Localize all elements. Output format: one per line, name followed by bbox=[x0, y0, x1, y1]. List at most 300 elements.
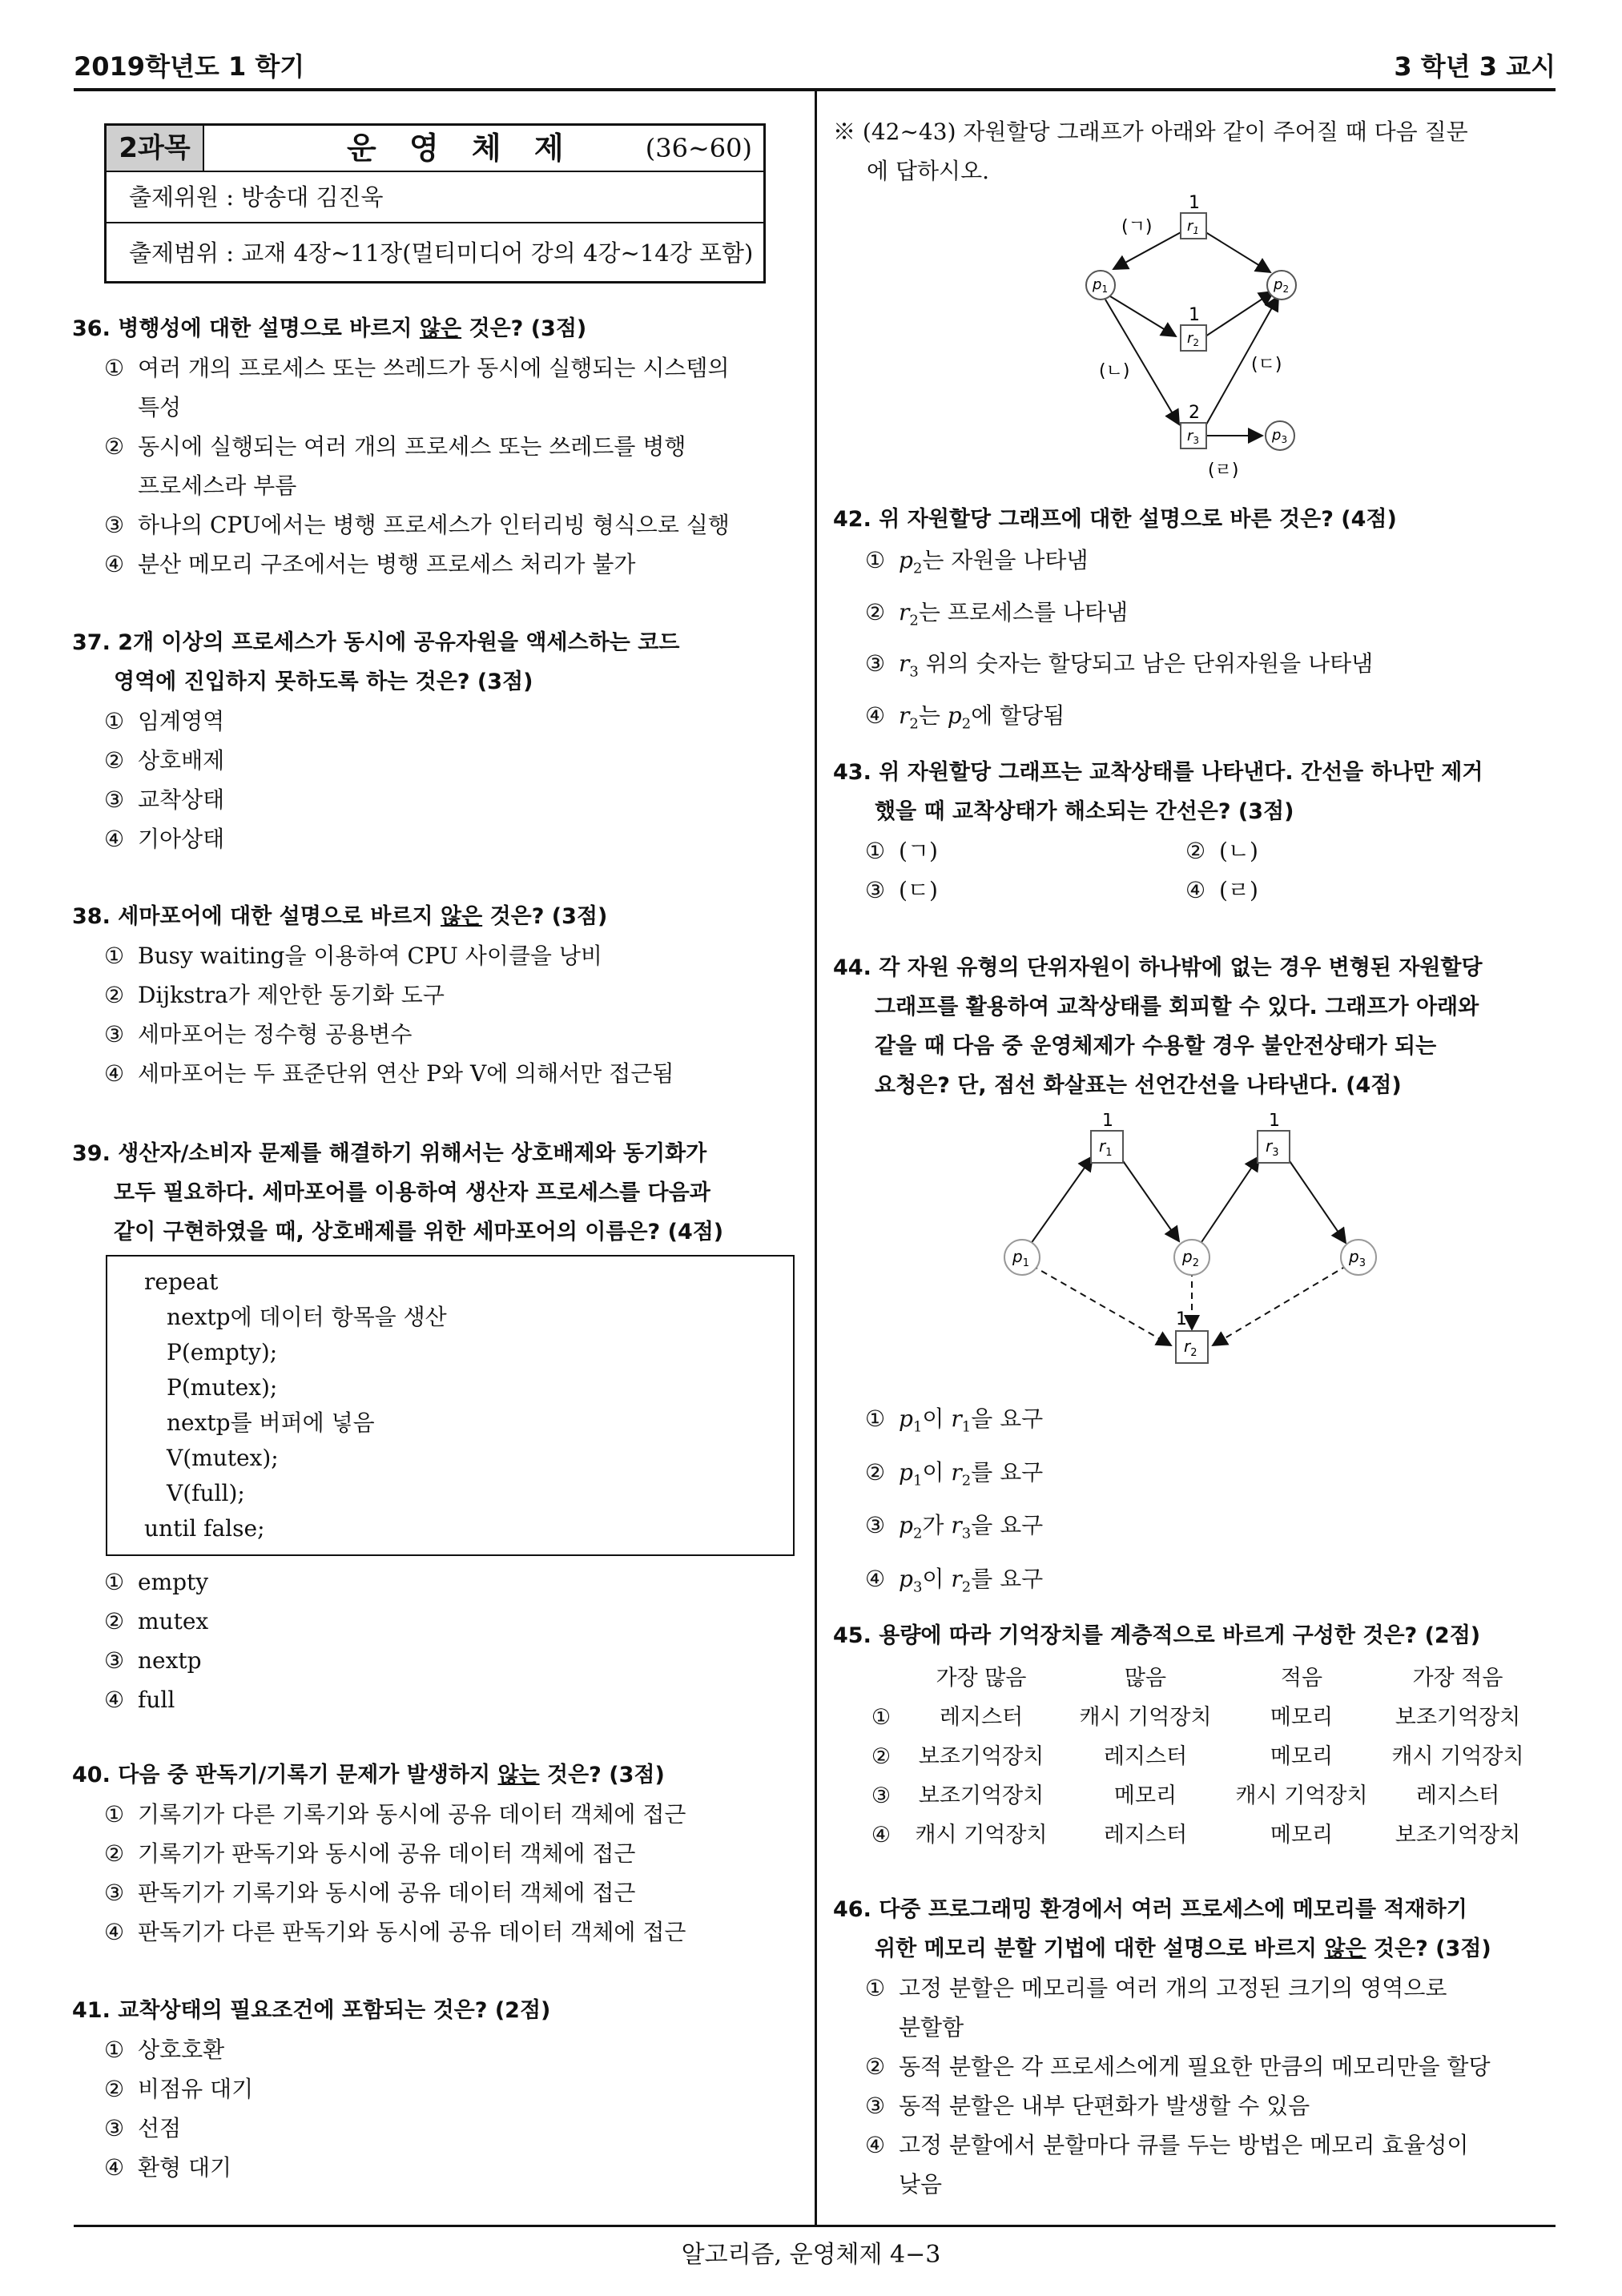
table-row[interactable] bbox=[865, 1776, 1538, 1815]
stem-text-cont: 요청은? 단, 점선 화살표는 선언간선을 나타낸다. (4점) bbox=[875, 1073, 1402, 1098]
option-text-cont: 프로세스라 부름 bbox=[138, 472, 297, 499]
option-text: 세마포어는 정수형 공용변수 bbox=[138, 1021, 413, 1047]
node-letter: r bbox=[1099, 1136, 1106, 1156]
node-subscript: 3 bbox=[1281, 434, 1288, 445]
option-3[interactable] bbox=[865, 871, 1185, 910]
option-text: 가 bbox=[922, 1512, 952, 1539]
edge-p1-r1 bbox=[1027, 1156, 1093, 1249]
var-subscript: 2 bbox=[909, 715, 919, 733]
question-number: 44. bbox=[833, 955, 871, 980]
question-stem bbox=[72, 623, 809, 702]
var-subscript: 1 bbox=[961, 1418, 972, 1436]
var-letter: r bbox=[899, 702, 910, 729]
table-cell: 메모리 bbox=[1270, 1744, 1334, 1769]
option-number: ① bbox=[104, 355, 125, 381]
table-cell: 캐시 기억장치 bbox=[1235, 1783, 1368, 1808]
node-subscript: 1 bbox=[1022, 1257, 1029, 1269]
stem-text: 다중 프로그래밍 환경에서 여러 프로세스에 메모리를 적재하기 bbox=[879, 1897, 1467, 1922]
page-footer: 알고리즘, 운영체제 4−3 bbox=[681, 2241, 941, 2269]
count-r3: 1 bbox=[1269, 1113, 1280, 1131]
count-r1: 1 bbox=[1102, 1113, 1113, 1131]
option-4[interactable] bbox=[72, 1912, 809, 1952]
option-text-cont: 특성 bbox=[138, 394, 182, 420]
option-text: 분산 메모리 구조에서는 병행 프로세스 처리가 불가 bbox=[138, 551, 636, 577]
question-39 bbox=[72, 1134, 809, 1719]
var-letter: r bbox=[951, 1512, 962, 1539]
question-number: 43. bbox=[833, 760, 871, 785]
option-number: ② bbox=[104, 1840, 125, 1867]
header-cell: 가장 적음 bbox=[1412, 1666, 1503, 1691]
option-number: ② bbox=[865, 2053, 886, 2080]
claim-p1-r2 bbox=[1032, 1265, 1171, 1345]
option-number: ① bbox=[104, 2037, 125, 2063]
question-42 bbox=[833, 500, 1554, 746]
option-text: 비점유 대기 bbox=[138, 2076, 254, 2102]
node-letter: r bbox=[1187, 218, 1193, 235]
option-number: ④ bbox=[104, 1060, 125, 1087]
subject-code: 2과목 bbox=[107, 126, 204, 171]
question-38 bbox=[72, 897, 809, 1093]
stem-emphasis: 않은 bbox=[441, 904, 483, 929]
option-2[interactable] bbox=[72, 1834, 809, 1873]
edge-r1-p2 bbox=[1120, 1156, 1179, 1241]
node-letter: p bbox=[1182, 1247, 1193, 1266]
table-cell: 보조기억장치 bbox=[918, 1783, 1044, 1808]
resource-allocation-graph-2 bbox=[993, 1113, 1394, 1385]
option-text: 임계영역 bbox=[138, 708, 225, 734]
option-number: ② bbox=[865, 598, 886, 625]
subject-title-row bbox=[107, 126, 763, 172]
option-1[interactable] bbox=[833, 1968, 1554, 2047]
option-number: ④ bbox=[1185, 877, 1206, 903]
note-mark: ※ bbox=[833, 119, 856, 145]
option-text: (ㄹ) bbox=[1219, 877, 1258, 903]
stem-text-cont: 했을 때 교착상태가 해소되는 간선은? (3점) bbox=[875, 799, 1294, 824]
node-letter: r bbox=[1266, 1136, 1273, 1156]
option-text: 기록기가 판독기와 동시에 공유 데이터 객체에 접근 bbox=[138, 1840, 636, 1867]
stem-text-cont: 그래프를 활용하여 교착상태를 회피할 수 있다. 그래프가 아래와 bbox=[875, 995, 1479, 1019]
var-letter: r bbox=[951, 1405, 962, 1432]
stem-text-cont: 영역에 진입하지 못하도록 하는 것은? (3점) bbox=[114, 669, 533, 694]
option-text: 을 요구 bbox=[971, 1405, 1044, 1432]
option-1[interactable] bbox=[72, 702, 809, 741]
table-cell: 보조기억장치 bbox=[1395, 1823, 1521, 1848]
option-number: ③ bbox=[865, 1512, 886, 1539]
option-1[interactable] bbox=[833, 1397, 1554, 1450]
option-1[interactable] bbox=[72, 1795, 809, 1834]
edge-p2-r3 bbox=[1200, 1156, 1259, 1245]
question-stem bbox=[833, 948, 1554, 1105]
table-cell: 메모리 bbox=[1270, 1823, 1334, 1848]
option-number: ① bbox=[104, 1801, 125, 1828]
option-text: nextp bbox=[138, 1647, 202, 1674]
option-2[interactable] bbox=[833, 1450, 1554, 1504]
table-cell: 레지스터 bbox=[1415, 1783, 1500, 1808]
option-2[interactable] bbox=[72, 975, 809, 1015]
edge-label-c: (ㄷ) bbox=[1251, 355, 1282, 375]
option-3[interactable] bbox=[72, 505, 809, 545]
question-number: 37. bbox=[72, 630, 111, 655]
count-r3: 2 bbox=[1189, 403, 1200, 423]
option-1[interactable] bbox=[72, 936, 809, 975]
option-text: 는 bbox=[918, 702, 948, 729]
option-text: (ㄱ) bbox=[899, 838, 938, 864]
column-divider bbox=[815, 90, 817, 2225]
stem-text-cont: 같이 구현하였을 때, 상호배제를 위한 세마포어의 이름은? (4점) bbox=[114, 1220, 724, 1245]
option-text: 하나의 CPU에서는 병행 프로세스가 인터리빙 형식으로 실행 bbox=[138, 512, 730, 538]
table-cell: 캐시 기억장치 bbox=[1391, 1744, 1524, 1769]
node-subscript: 1 bbox=[1101, 283, 1109, 295]
option-3[interactable] bbox=[833, 642, 1554, 694]
option-number: ① bbox=[104, 708, 125, 734]
stem-text-cont: 위한 메모리 분할 기법에 대한 설명으로 바르지 bbox=[875, 1936, 1325, 1961]
option-text: 위의 숫자는 할당되고 남은 단위자원을 나타냄 bbox=[918, 650, 1374, 678]
node-letter: p bbox=[1272, 427, 1282, 444]
option-2[interactable] bbox=[72, 1602, 809, 1641]
count-r1: 1 bbox=[1189, 193, 1200, 213]
edge-label-a: (ㄱ) bbox=[1121, 217, 1153, 237]
subject-scope: 출제범위 : 교재 4장∼11장(멀티미디어 강의 4강∼14강 포함) bbox=[129, 239, 754, 267]
option-text: Busy waiting을 이용하여 CPU 사이클을 낭비 bbox=[138, 943, 602, 969]
code-line: P(empty); bbox=[167, 1339, 278, 1365]
option-number: ① bbox=[871, 1705, 891, 1730]
var-subscript: 2 bbox=[961, 1578, 972, 1596]
option-2[interactable] bbox=[72, 427, 809, 505]
var-letter: p bbox=[899, 1512, 913, 1539]
option-1[interactable] bbox=[72, 2030, 809, 2069]
option-row bbox=[833, 871, 1554, 910]
var-subscript: 3 bbox=[961, 1525, 972, 1542]
option-number: ④ bbox=[104, 2154, 125, 2181]
option-text: 상호배제 bbox=[138, 747, 225, 774]
node-subscript: 1 bbox=[1193, 225, 1200, 236]
var-subscript: 3 bbox=[912, 1578, 923, 1596]
option-number: ④ bbox=[104, 826, 125, 852]
question-37 bbox=[72, 623, 809, 858]
stem-text: 생산자/소비자 문제를 해결하기 위해서는 상호배제와 동기화가 bbox=[118, 1141, 707, 1166]
table-cell: 캐시 기억장치 bbox=[1079, 1705, 1212, 1730]
header-cell bbox=[865, 1659, 897, 1698]
option-number: ① bbox=[104, 943, 125, 969]
stem-text: 위 자원할당 그래프에 대한 설명으로 바른 것은? (4점) bbox=[879, 507, 1397, 532]
option-text: 고정 분할에서 분할마다 큐를 두는 방법은 메모리 효율성이 bbox=[899, 2132, 1469, 2158]
stem-emphasis: 않은 bbox=[1324, 1936, 1366, 1961]
option-4[interactable] bbox=[72, 545, 809, 584]
option-number: ④ bbox=[865, 702, 886, 729]
option-number: ③ bbox=[104, 1880, 125, 1906]
instruction-line bbox=[833, 112, 1554, 151]
question-45 bbox=[833, 1616, 1554, 1855]
instruction-text-cont: 에 답하시오. bbox=[867, 158, 990, 184]
stem-text: 것은? (3점) bbox=[482, 904, 608, 929]
option-text: 동적 분할은 각 프로세스에게 필요한 만큼의 메모리만을 할당 bbox=[899, 2053, 1491, 2080]
node-subscript: 2 bbox=[1192, 1257, 1199, 1269]
option-text: 를 요구 bbox=[971, 1565, 1044, 1592]
option-text: 판독기가 기록기와 동시에 공유 데이터 객체에 접근 bbox=[138, 1880, 636, 1906]
table-row[interactable] bbox=[865, 1737, 1538, 1776]
var-subscript: 2 bbox=[961, 1472, 972, 1490]
option-number: ④ bbox=[104, 1919, 125, 1945]
option-number: ① bbox=[865, 1975, 886, 2001]
option-text: 여러 개의 프로세스 또는 쓰레드가 동시에 실행되는 시스템의 bbox=[138, 355, 730, 381]
option-text: 는 프로세스를 나타냄 bbox=[918, 598, 1129, 625]
option-number: ① bbox=[104, 1569, 125, 1595]
question-number: 39. bbox=[72, 1141, 111, 1166]
option-row bbox=[833, 831, 1554, 871]
option-text-cont: 낮음 bbox=[899, 2171, 943, 2197]
option-text: 는 자원을 나타냄 bbox=[922, 547, 1089, 573]
option-number: ② bbox=[104, 982, 125, 1008]
node-subscript: 3 bbox=[1358, 1257, 1366, 1269]
option-3[interactable] bbox=[72, 2109, 809, 2148]
code-line: V(mutex); bbox=[167, 1445, 279, 1471]
var-letter: r bbox=[951, 1565, 962, 1592]
question-stem bbox=[72, 897, 809, 936]
option-text: empty bbox=[138, 1569, 209, 1595]
stem-text: 각 자원 유형의 단위자원이 하나밖에 없는 경우 변형된 자원할당 bbox=[879, 955, 1483, 980]
var-subscript: 2 bbox=[912, 560, 923, 577]
table-cell: 레지스터 bbox=[939, 1705, 1024, 1730]
stem-text: 교착상태의 필요조건에 포함되는 것은? (2점) bbox=[118, 1998, 551, 2023]
option-3[interactable] bbox=[72, 1641, 809, 1680]
node-subscript: 3 bbox=[1272, 1147, 1279, 1159]
option-number: ④ bbox=[865, 2132, 886, 2158]
count-r2: 1 bbox=[1176, 1309, 1187, 1329]
var-subscript: 2 bbox=[961, 715, 972, 733]
option-number: ③ bbox=[104, 512, 125, 538]
semester-label: 2019학년도 1 학기 bbox=[74, 51, 305, 82]
option-number: ② bbox=[104, 433, 125, 460]
stem-text: 것은? (3점) bbox=[461, 316, 587, 341]
table-row[interactable] bbox=[865, 1698, 1538, 1737]
option-3[interactable] bbox=[72, 1015, 809, 1054]
stem-text: 병행성에 대한 설명으로 바르지 bbox=[118, 316, 420, 341]
option-number: ④ bbox=[871, 1823, 891, 1848]
option-text: 환형 대기 bbox=[138, 2154, 232, 2181]
table-cell: 메모리 bbox=[1113, 1783, 1177, 1808]
node-letter: p bbox=[1012, 1247, 1023, 1266]
option-text: 이 bbox=[922, 1405, 952, 1432]
option-text: 을 요구 bbox=[971, 1512, 1044, 1539]
option-number: ① bbox=[865, 838, 886, 864]
option-text: 선점 bbox=[138, 2115, 182, 2141]
stem-text: 세마포어에 대한 설명으로 바르지 bbox=[118, 904, 441, 929]
option-text: 에 할당됨 bbox=[971, 702, 1065, 729]
option-4[interactable] bbox=[72, 2148, 809, 2187]
question-44 bbox=[833, 948, 1554, 1105]
code-line: nextp에 데이터 항목을 생산 bbox=[167, 1304, 447, 1330]
question-46 bbox=[833, 1890, 1554, 2204]
option-text: mutex bbox=[138, 1608, 209, 1635]
option-2[interactable] bbox=[1185, 831, 1506, 871]
question-stem bbox=[72, 1991, 809, 2030]
question-stem bbox=[72, 309, 809, 348]
question-stem bbox=[833, 1890, 1554, 1968]
question-44-options bbox=[833, 1397, 1554, 1610]
node-letter: r bbox=[1184, 1337, 1191, 1356]
code-line: P(mutex); bbox=[167, 1374, 278, 1401]
node-letter: p bbox=[1349, 1247, 1359, 1266]
option-1[interactable] bbox=[72, 1562, 809, 1602]
header-cell: 적음 bbox=[1280, 1666, 1323, 1691]
option-text: 를 요구 bbox=[971, 1458, 1044, 1486]
question-stem bbox=[833, 1616, 1554, 1655]
code-line: repeat bbox=[144, 1269, 219, 1295]
stem-emphasis: 않는 bbox=[497, 1763, 540, 1787]
option-text: 동시에 실행되는 여러 개의 프로세스 또는 쓰레드를 병행 bbox=[138, 433, 686, 460]
subject-title: 운 영 체 제 bbox=[347, 131, 575, 166]
option-number: ① bbox=[865, 1405, 886, 1432]
stem-text-cont: 모두 필요하다. 세마포어를 이용하여 생산자 프로세스를 다음과 bbox=[114, 1180, 710, 1205]
stem-text-cont: 같을 때 다음 중 운영체제가 수용할 경우 불안전상태가 되는 bbox=[875, 1034, 1437, 1059]
code-box bbox=[106, 1255, 795, 1556]
node-letter: p bbox=[1274, 276, 1283, 293]
option-number: ④ bbox=[104, 1687, 125, 1713]
option-number: ③ bbox=[865, 877, 886, 903]
question-number: 41. bbox=[72, 1998, 111, 2023]
question-number: 46. bbox=[833, 1897, 871, 1922]
question-41 bbox=[72, 1991, 809, 2187]
table-cell: 레지스터 bbox=[1103, 1744, 1188, 1769]
option-text: 기아상태 bbox=[138, 826, 225, 852]
option-4[interactable] bbox=[72, 1680, 809, 1719]
option-number: ③ bbox=[104, 1021, 125, 1047]
option-4[interactable] bbox=[72, 819, 809, 858]
var-subscript: 1 bbox=[912, 1472, 923, 1490]
stem-text: 다음 중 판독기/기록기 문제가 발생하지 bbox=[118, 1763, 498, 1787]
table-cell: 레지스터 bbox=[1103, 1823, 1188, 1848]
stem-text: 것은? (3점) bbox=[539, 1763, 665, 1787]
option-4[interactable] bbox=[833, 2125, 1554, 2204]
option-number: ② bbox=[104, 1608, 125, 1635]
var-subscript: 2 bbox=[909, 612, 919, 629]
option-number: ③ bbox=[104, 1647, 125, 1674]
edge-label-d: (ㄹ) bbox=[1208, 460, 1239, 481]
question-number: 40. bbox=[72, 1763, 111, 1787]
var-subscript: 2 bbox=[912, 1525, 923, 1542]
question-43 bbox=[833, 753, 1554, 910]
option-number: ③ bbox=[871, 1783, 891, 1808]
grade-period-label: 3 학년 3 교시 bbox=[1394, 51, 1556, 82]
table-header-row bbox=[865, 1659, 1538, 1698]
option-text: 이 bbox=[922, 1565, 952, 1592]
node-letter: p bbox=[1093, 276, 1102, 293]
option-1[interactable] bbox=[833, 539, 1554, 591]
table-cell: 캐시 기억장치 bbox=[915, 1823, 1048, 1848]
question-stem bbox=[833, 500, 1554, 539]
subject-setters: 출제위원 : 방송대 김진욱 bbox=[107, 171, 763, 223]
stem-text: 용량에 따라 기억장치를 계층적으로 바르게 구성한 것은? (2점) bbox=[879, 1623, 1481, 1648]
node-letter: r bbox=[1187, 428, 1193, 444]
footer-rule bbox=[74, 2225, 1556, 2227]
stem-text: 위 자원할당 그래프는 교착상태를 나타낸다. 간선을 하나만 제거 bbox=[879, 760, 1483, 785]
edge-p1-r2 bbox=[1110, 296, 1176, 336]
question-number: 38. bbox=[72, 904, 111, 929]
option-text: 고정 분할은 메모리를 여러 개의 고정된 크기의 영역으로 bbox=[899, 1975, 1447, 2001]
edge-r2-p2 bbox=[1203, 292, 1274, 338]
var-letter: p bbox=[899, 547, 913, 573]
node-subscript: 3 bbox=[1193, 435, 1200, 446]
table-cell: 보조기억장치 bbox=[918, 1744, 1044, 1769]
stem-text: 2개 이상의 프로세스가 동시에 공유자원을 액세스하는 코드 bbox=[118, 630, 680, 655]
option-3[interactable] bbox=[72, 1873, 809, 1912]
option-2[interactable] bbox=[833, 2047, 1554, 2086]
option-4[interactable] bbox=[72, 1054, 809, 1093]
option-2[interactable] bbox=[72, 2069, 809, 2109]
question-stem bbox=[72, 1134, 809, 1252]
code-line: nextp를 버퍼에 넣음 bbox=[167, 1409, 375, 1436]
stem-text: 것은? (3점) bbox=[1366, 1936, 1491, 1961]
option-3[interactable] bbox=[72, 780, 809, 819]
option-text: 교착상태 bbox=[138, 786, 225, 813]
option-number: ② bbox=[871, 1744, 891, 1769]
option-4[interactable] bbox=[833, 1557, 1554, 1610]
option-number: ③ bbox=[104, 2115, 125, 2141]
edge-r1-p2 bbox=[1203, 231, 1270, 272]
var-letter: p bbox=[899, 1458, 913, 1486]
option-2[interactable] bbox=[833, 591, 1554, 643]
subject-box bbox=[104, 123, 766, 283]
option-4[interactable] bbox=[833, 694, 1554, 746]
edge-label-b: (ㄴ) bbox=[1099, 361, 1130, 381]
option-text: 세마포어는 두 표준단위 연산 P와 V에 의해서만 접근됨 bbox=[138, 1060, 674, 1087]
option-text: 판독기가 다른 판독기와 동시에 공유 데이터 객체에 접근 bbox=[138, 1919, 686, 1945]
option-number: ② bbox=[1185, 838, 1206, 864]
option-3[interactable] bbox=[833, 1503, 1554, 1557]
option-text: 이 bbox=[922, 1458, 952, 1486]
option-1[interactable] bbox=[72, 348, 809, 427]
var-letter: r bbox=[899, 650, 910, 678]
option-number: ② bbox=[865, 1458, 886, 1486]
var-letter: p bbox=[947, 702, 962, 729]
header-cell: 가장 많음 bbox=[936, 1666, 1027, 1691]
option-2[interactable] bbox=[72, 741, 809, 780]
option-number: ③ bbox=[865, 650, 886, 678]
code-line: V(full); bbox=[167, 1480, 245, 1506]
option-number: ③ bbox=[104, 786, 125, 813]
option-3[interactable] bbox=[833, 2086, 1554, 2125]
option-text: 상호호환 bbox=[138, 2037, 225, 2063]
option-text: Dijkstra가 제안한 동기화 도구 bbox=[138, 982, 445, 1008]
stem-emphasis: 않은 bbox=[419, 316, 462, 341]
var-letter: p bbox=[899, 1565, 913, 1592]
var-letter: p bbox=[899, 1405, 913, 1432]
option-text-cont: 분할함 bbox=[899, 2014, 964, 2041]
question-stem bbox=[833, 753, 1554, 831]
question-number: 45. bbox=[833, 1623, 871, 1648]
node-subscript: 2 bbox=[1193, 337, 1200, 348]
question-36 bbox=[72, 309, 809, 584]
header-cell: 많음 bbox=[1124, 1666, 1167, 1691]
option-number: ① bbox=[865, 547, 886, 573]
question-number: 42. bbox=[833, 507, 871, 532]
var-subscript: 3 bbox=[909, 663, 919, 681]
question-number: 36. bbox=[72, 316, 111, 341]
var-letter: r bbox=[951, 1458, 962, 1486]
question-40 bbox=[72, 1755, 809, 1952]
option-number: ④ bbox=[104, 551, 125, 577]
table-cell: 메모리 bbox=[1270, 1705, 1334, 1730]
var-letter: r bbox=[899, 598, 910, 625]
option-text: (ㄷ) bbox=[899, 877, 938, 903]
table-row[interactable] bbox=[865, 1815, 1538, 1855]
option-4[interactable] bbox=[1185, 871, 1506, 910]
table-cell: 보조기억장치 bbox=[1395, 1705, 1521, 1730]
option-text: full bbox=[138, 1687, 175, 1713]
option-1[interactable] bbox=[865, 831, 1185, 871]
option-number: ④ bbox=[865, 1565, 886, 1592]
instruction-text: (42∼43) 자원할당 그래프가 아래와 같이 주어질 때 다음 질문 bbox=[862, 119, 1468, 145]
